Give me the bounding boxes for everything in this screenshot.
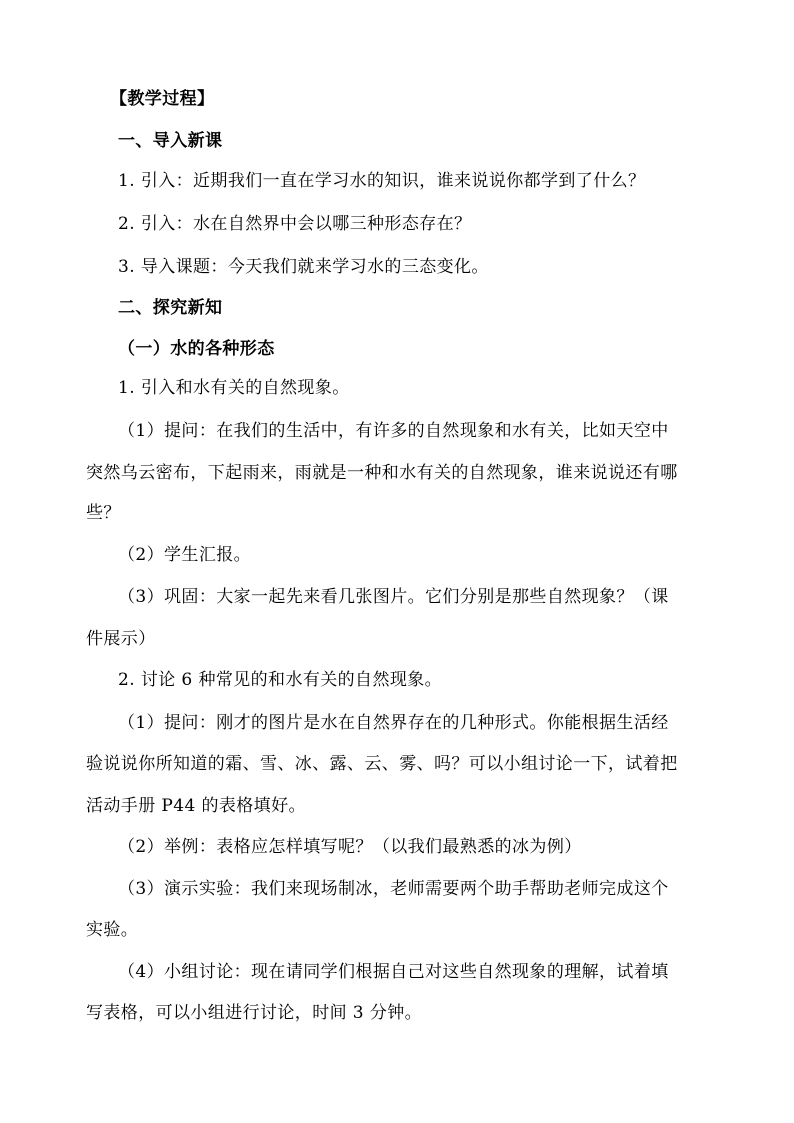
heading-introduction: 一、导入新课 (118, 131, 223, 151)
section-title: 【教学过程】 (110, 89, 215, 109)
paragraph-item-2-3-line-1: （3）演示实验：我们来现场制冰，老师需要两个助手帮助老师完成这个 (118, 879, 669, 899)
paragraph-item-1-1-line-2: 突然乌云密布，下起雨来，雨就是一种和水有关的自然现象，谁来说说还有哪 (86, 463, 678, 483)
paragraph-intro-2: 2. 引入：水在自然界中会以哪三种形态存在？ (118, 214, 472, 234)
paragraph-item-2-4-line-2: 写表格，可以小组进行讨论，时间 3 分钟。 (86, 1003, 423, 1023)
paragraph-item-2-1-line-3: 活动手册 P44 的表格填好。 (86, 796, 306, 816)
paragraph-item-2-2: （2）举例：表格应怎样填写呢？（以我们最熟悉的冰为例） (118, 837, 582, 857)
paragraph-item-1-1-line-1: （1）提问：在我们的生活中，有许多的自然现象和水有关，比如天空中 (118, 421, 669, 441)
heading-explore: 二、探究新知 (118, 298, 223, 318)
paragraph-intro-1: 1. 引入：近期我们一直在学习水的知识，谁来说说你都学到了什么？ (118, 171, 646, 191)
paragraph-item-2-1-line-1: （1）提问：刚才的图片是水在自然界存在的几种形式。你能根据生活经 (118, 713, 669, 733)
paragraph-intro-3: 3. 导入课题：今天我们就来学习水的三态变化。 (118, 257, 489, 277)
paragraph-item-1-3-line-1: （3）巩固：大家一起先来看几张图片。它们分别是那些自然现象？（课 (118, 587, 669, 607)
paragraph-item-2-1-line-2: 验说说你所知道的霜、雪、冰、露、云、雾、吗？可以小组讨论一下，试着把 (86, 754, 678, 774)
paragraph-item-1: 1. 引入和水有关的自然现象。 (118, 378, 350, 398)
paragraph-item-1-3-line-2: 件展示） (86, 629, 156, 649)
paragraph-item-1-1-line-3: 些？ (86, 503, 121, 523)
paragraph-item-2: 2. 讨论 6 种常见的和水有关的自然现象。 (118, 670, 443, 690)
paragraph-item-1-2: （2）学生汇报。 (118, 545, 252, 565)
paragraph-item-2-4-line-1: （4）小组讨论：现在请同学们根据自己对这些自然现象的理解，试着填 (118, 962, 669, 982)
paragraph-item-2-3-line-2: 实验。 (86, 920, 139, 940)
subheading-water-forms: （一）水的各种形态 (118, 339, 275, 359)
